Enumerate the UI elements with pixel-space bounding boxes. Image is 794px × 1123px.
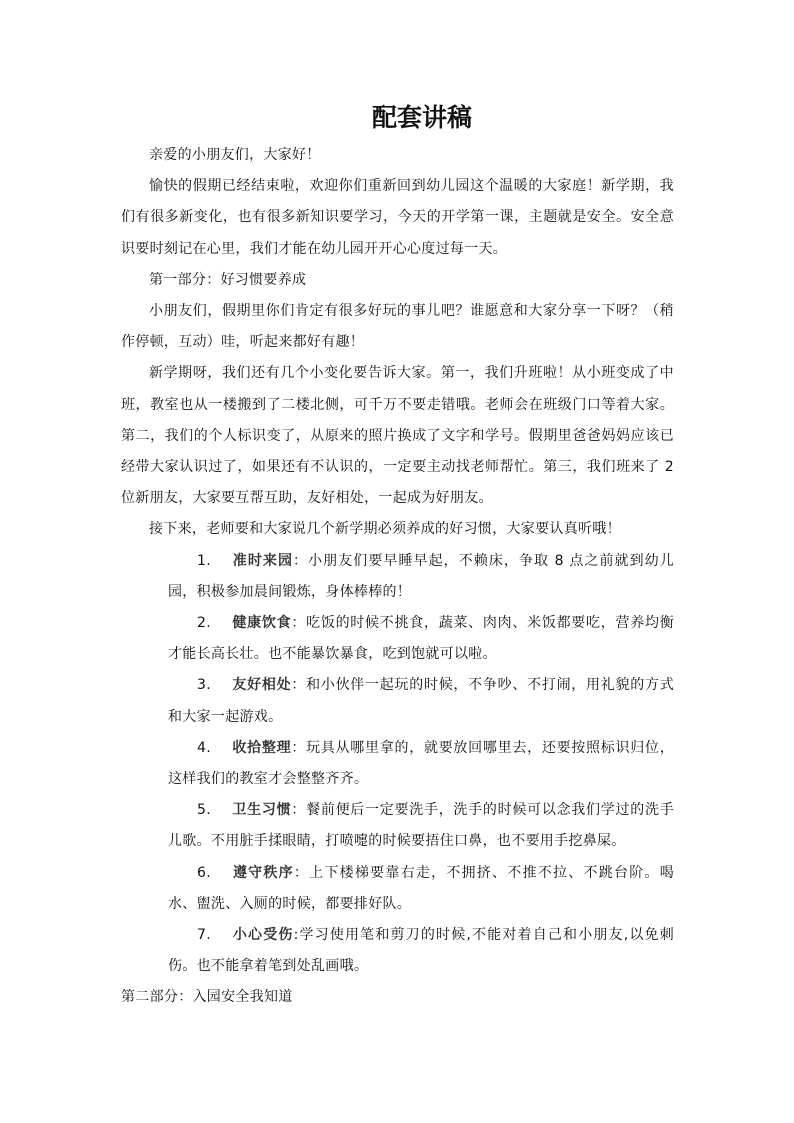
habit-list-item [121, 670, 674, 732]
habit-text: ：上下楼梯要靠右走，不拥挤、不推不拉、不跳台阶。喝水、盥洗、入厕的时候，都要排好队。 [168, 864, 674, 912]
habit-list-item [121, 795, 674, 857]
habit-label: 友好相处 [232, 677, 292, 694]
habit-text: :学习使用笔和剪刀的时候,不能对着自己和小朋友,以免刺伤。也不能拿着笔到处乱画哦。 [168, 927, 675, 975]
habit-text: ：和小伙伴一起玩的时候，不争吵、不打闹，用礼貌的方式和大家一起游戏。 [168, 677, 674, 725]
list-number: 5. [197, 802, 211, 819]
habit-label: 准时来园 [232, 552, 294, 569]
habit-text: ：小朋友们要早睡早起，不赖床，争取 8 点之前就到幼儿园，积极参加晨间锻炼，身体棒棒的！ [168, 552, 674, 600]
list-number: 6. [197, 864, 211, 881]
habit-label: 收拾整理 [232, 739, 292, 756]
list-number: 7. [197, 927, 211, 944]
habit-label: 小心受伤 [232, 927, 294, 944]
part1-heading: 第一部分：好习惯要养成 [149, 271, 307, 288]
habit-text: ：玩具从哪里拿的，就要放回哪里去，还要按照标识归位，这样我们的教室才会整整齐齐。 [168, 739, 674, 788]
habit-label: 遵守秩序 [232, 864, 294, 881]
greeting-paragraph: 亲爱的小朋友们，大家好！ [149, 147, 321, 163]
holiday-paragraph: 小朋友们，假期里你们肯定有很多好玩的事儿吧？谁愿意和大家分享一下呀？（稍作停顿，互动）哇，听起来都好有趣！ [121, 303, 674, 351]
intro-paragraph: 愉快的假期已经结束啦，欢迎你们重新回到幼儿园这个温暖的大家庭！新学期，我们有很多新变化，也有很多新知识要学习，今天的开学第一课，主题就是安全。安全意识要时刻记在心里，我们才能在幼儿园开开心心度过每一天。 [121, 178, 674, 257]
list-number: 1. [197, 552, 211, 569]
habit-text: ：吃饭的时候不挑食，蔬菜、肉肉、米饭都要吃，营养均衡才能长高长壮。也不能暴饮暴食，吃到饱就可以啦。 [168, 615, 674, 663]
habit-list-item [121, 920, 674, 982]
habit-list-item [121, 546, 674, 608]
list-number: 3. [197, 677, 211, 694]
habit-list-item [121, 608, 674, 670]
habit-list-item [121, 733, 674, 795]
habit-label: 健康饮食 [232, 615, 292, 632]
habit-label: 卫生习惯 [232, 802, 292, 819]
habit-list-item [121, 858, 674, 920]
document-body [121, 140, 674, 1014]
part2-heading: 第二部分：入园安全我知道 [121, 989, 293, 1006]
list-number: 4. [197, 739, 211, 756]
habit-text: ：餐前便后一定要洗手，洗手的时候可以念我们学过的洗手儿歌。不用脏手揉眼睛，打喷嚏的时候要捂住口鼻，也不要用手挖鼻屎。 [168, 802, 674, 850]
document-title: 配套讲稿 [371, 103, 472, 132]
habits-intro-paragraph: 接下来，老师要和大家说几个新学期必须养成的好习惯，大家要认真听哦！ [149, 521, 621, 538]
changes-paragraph: 新学期呀，我们还有几个小变化要告诉大家。第一，我们升班啦！从小班变成了中班，教室也从一楼搬到了二楼北侧，可千万不要走错哦。老师会在班级门口等着大家。第二，我们的个人标识变了，从原来的照片换成了文字和学号。假期里爸爸妈妈应该已经带大家认识过了，如果还有不认识的，一定要主动找老师帮忙。第三，我们班来了 2 位新朋友，大家要互帮互助，友好相处，一起成为好朋友。 [121, 365, 674, 507]
list-number: 2. [197, 615, 211, 632]
